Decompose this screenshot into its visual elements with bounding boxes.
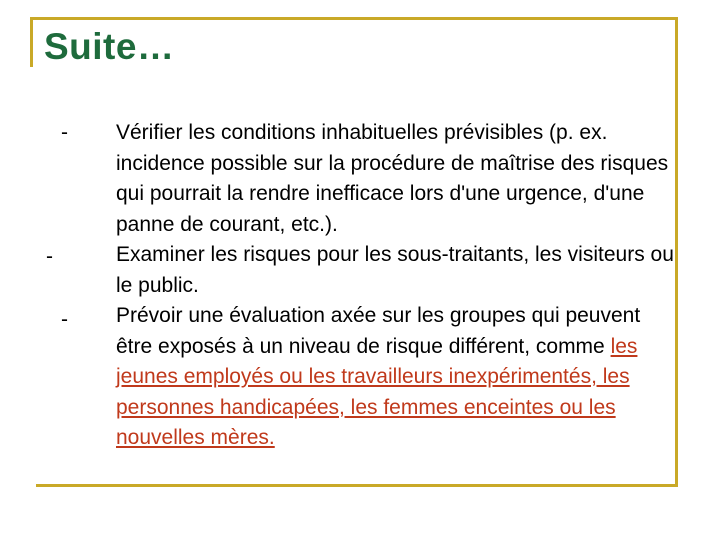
bullet-text-1: Vérifier les conditions inhabituelles prévisibles (p. ex. incidence possible sur la procédure de maîtrise des risques qui pourrait la rendre inefficace lors d'une urgence, d'une panne de courant, etc.). [116, 121, 669, 236]
frame-bottom-line [36, 484, 678, 487]
hyperlink-groups-at-risk[interactable]: les jeunes employés ou les travailleurs inexpérimentés, les personnes handicapées, les femmes enceintes ou les nouvelles mères. [116, 334, 638, 449]
frame-left-line [30, 17, 33, 67]
slide-title: Suite… [44, 26, 175, 67]
bullet-marker-2: - [46, 245, 53, 268]
bullet-marker-3: - [61, 308, 68, 331]
bullet-text-3-lead: Prévoir une évaluation axée sur les groupes qui peuvent être exposés à un niveau de risque différent, comme [116, 304, 641, 358]
bullet-text-2: Examiner les risques pour les sous-traitants, les visiteurs ou le public. [116, 243, 674, 297]
bullet-text-3 [116, 301, 676, 454]
frame-top-line [30, 17, 678, 20]
bullet-marker-1: - [61, 121, 68, 144]
slide-body [116, 118, 676, 454]
